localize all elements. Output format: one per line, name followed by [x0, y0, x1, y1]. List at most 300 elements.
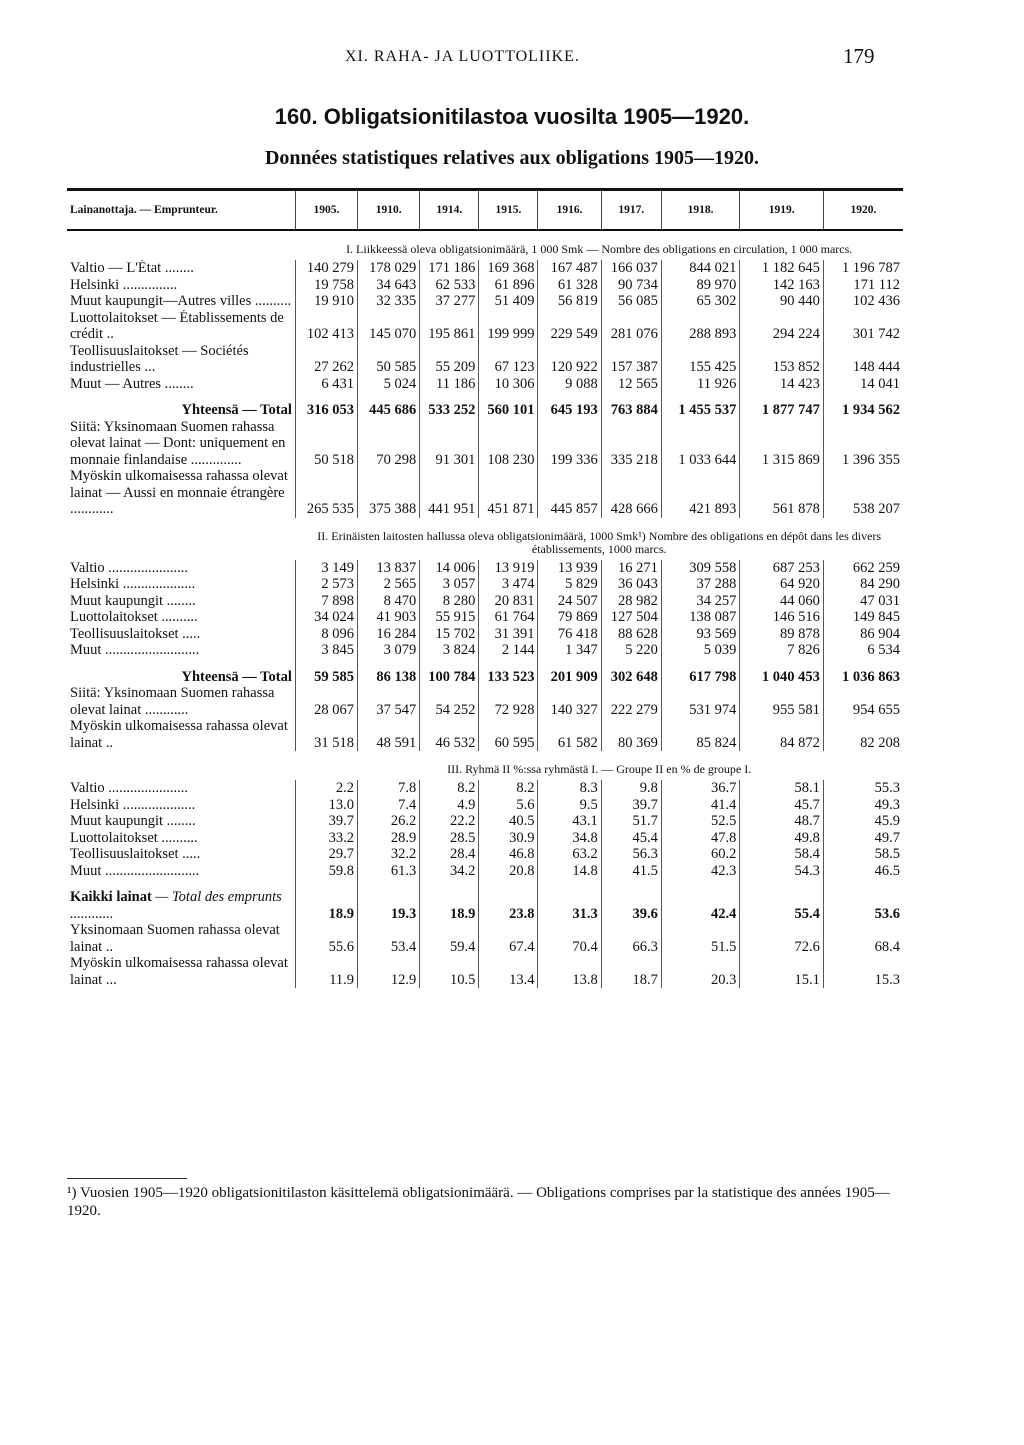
total-row: [67, 392, 903, 419]
value-cell: 51.7: [601, 813, 661, 830]
table-subtitle: Données statistiques relatives aux obligations 1905—1920.: [264, 147, 760, 169]
value-cell: 199 336: [538, 419, 601, 469]
section-title-row: [67, 751, 903, 780]
value-cell: 58.5: [823, 846, 903, 863]
value-cell: 451 871: [479, 468, 538, 518]
column-header-year: 1905.: [295, 190, 357, 231]
value-cell: 1 036 863: [823, 659, 903, 686]
value-cell: 90 440: [740, 293, 824, 310]
value-cell: 127 504: [601, 609, 661, 626]
value-cell: 51 409: [479, 293, 538, 310]
row-label: Muut kaupungit ........: [70, 592, 196, 609]
value-cell: 301 742: [823, 310, 903, 343]
value-cell: 55 915: [420, 609, 479, 626]
total-row: [67, 659, 903, 686]
value-cell: 428 666: [601, 468, 661, 518]
row-label: Muut ..........................: [70, 642, 200, 658]
value-cell: 8 280: [420, 593, 479, 610]
value-cell: 120 922: [538, 343, 601, 376]
row-label: [67, 879, 295, 922]
table-row: [67, 343, 903, 376]
value-cell: 12.9: [358, 955, 420, 988]
value-cell: 66.3: [601, 922, 661, 955]
value-cell: 5.6: [479, 797, 538, 814]
value-cell: 20.3: [661, 955, 740, 988]
value-cell: 538 207: [823, 468, 903, 518]
value-cell: 48.7: [740, 813, 824, 830]
value-cell: 16 271: [601, 560, 661, 577]
row-label: Myöskin ulkomaisessa rahassa olevat lainat ...: [70, 955, 288, 988]
value-cell: 50 518: [295, 419, 357, 469]
value-cell: 148 444: [823, 343, 903, 376]
value-cell: 171 186: [420, 260, 479, 277]
table-row: [67, 685, 903, 718]
table-row: [67, 419, 903, 469]
value-cell: 561 878: [740, 468, 824, 518]
value-cell: 421 893: [661, 468, 740, 518]
value-cell: 1 877 747: [740, 392, 824, 419]
value-cell: 13.8: [538, 955, 601, 988]
value-cell: 662 259: [823, 560, 903, 577]
value-cell: 149 845: [823, 609, 903, 626]
value-cell: 36.7: [661, 780, 740, 797]
value-cell: 8 470: [358, 593, 420, 610]
value-cell: 19.3: [358, 879, 420, 922]
value-cell: 1 934 562: [823, 392, 903, 419]
value-cell: 102 413: [295, 310, 357, 343]
table-row: [67, 830, 903, 847]
value-cell: 6 534: [823, 642, 903, 659]
value-cell: 9 088: [538, 376, 601, 393]
value-cell: 445 686: [358, 392, 420, 419]
value-cell: 52.5: [661, 813, 740, 830]
footnote-divider: [67, 1178, 187, 1179]
value-cell: 37 288: [661, 576, 740, 593]
section-title: II. Erinäisten laitosten hallussa oleva obligatsionimäärä, 1000 Smk¹) Nombre des obligations en dépôt dans les divers établissements, 1000 marcs.: [317, 528, 882, 556]
value-cell: 39.7: [601, 797, 661, 814]
value-cell: 61.3: [358, 863, 420, 880]
value-cell: 67 123: [479, 343, 538, 376]
value-cell: 11 186: [420, 376, 479, 393]
value-cell: 55.6: [295, 922, 357, 955]
value-cell: 763 884: [601, 392, 661, 419]
value-cell: 70.4: [538, 922, 601, 955]
row-label: Yksinomaan Suomen rahassa olevat lainat ..: [70, 922, 280, 955]
value-cell: 10 306: [479, 376, 538, 393]
value-cell: 59.8: [295, 863, 357, 880]
value-cell: 64 920: [740, 576, 824, 593]
value-cell: 86 904: [823, 626, 903, 643]
value-cell: 171 112: [823, 277, 903, 294]
column-header-year: 1920.: [823, 190, 903, 231]
value-cell: 43.1: [538, 813, 601, 830]
value-cell: 142 163: [740, 277, 824, 294]
value-cell: 58.1: [740, 780, 824, 797]
value-cell: 34.2: [420, 863, 479, 880]
value-cell: 34 643: [358, 277, 420, 294]
value-cell: 20.8: [479, 863, 538, 880]
value-cell: 9.5: [538, 797, 601, 814]
value-cell: 31 518: [295, 718, 357, 751]
value-cell: 19 910: [295, 293, 357, 310]
section-title-row: [67, 518, 903, 560]
value-cell: 199 999: [479, 310, 538, 343]
total-row: [67, 879, 903, 922]
value-cell: 9.8: [601, 780, 661, 797]
value-cell: 50 585: [358, 343, 420, 376]
table-title: 160. Obligatsionitilastoa vuosilta 1905—1920.: [274, 104, 750, 129]
row-label: Luottolaitokset ..........: [70, 829, 198, 846]
value-cell: 28.9: [358, 830, 420, 847]
table-row: [67, 277, 903, 294]
value-cell: 61 328: [538, 277, 601, 294]
value-cell: 955 581: [740, 685, 824, 718]
value-cell: 1 396 355: [823, 419, 903, 469]
column-header-year: 1919.: [740, 190, 824, 231]
value-cell: 67.4: [479, 922, 538, 955]
value-cell: 2 573: [295, 576, 357, 593]
value-cell: 335 218: [601, 419, 661, 469]
value-cell: 18.7: [601, 955, 661, 988]
value-cell: 72.6: [740, 922, 824, 955]
column-header-year: 1916.: [538, 190, 601, 231]
value-cell: 28.5: [420, 830, 479, 847]
value-cell: 169 368: [479, 260, 538, 277]
row-label: Muut kaupungit ........: [70, 813, 196, 829]
value-cell: 15.1: [740, 955, 824, 988]
column-header-year: 1915.: [479, 190, 538, 231]
value-cell: 145 070: [358, 310, 420, 343]
value-cell: 1 182 645: [740, 260, 824, 277]
table-row: [67, 609, 903, 626]
value-cell: 13.4: [479, 955, 538, 988]
column-header-row: [67, 190, 903, 231]
value-cell: 14.8: [538, 863, 601, 880]
row-label: Luottolaitokset — Établissements de crédit ..: [70, 309, 284, 342]
value-cell: 84 290: [823, 576, 903, 593]
value-cell: 954 655: [823, 685, 903, 718]
row-label: Muut ..........................: [70, 862, 200, 879]
value-cell: 2.2: [295, 780, 357, 797]
value-cell: 560 101: [479, 392, 538, 419]
value-cell: 13 919: [479, 560, 538, 577]
value-cell: 5 220: [601, 642, 661, 659]
value-cell: 45.7: [740, 797, 824, 814]
value-cell: 34.8: [538, 830, 601, 847]
row-label: Luottolaitokset ..........: [70, 609, 198, 625]
value-cell: 5 024: [358, 376, 420, 393]
section-title-spacer: [67, 518, 295, 560]
row-label: Helsinki ....................: [70, 796, 196, 813]
value-cell: 39.6: [601, 879, 661, 922]
value-cell: 14 041: [823, 376, 903, 393]
chapter-title: XI. RAHA- JA LUOTTOLIIKE.: [345, 48, 580, 65]
row-label: Yhteensä — Total: [181, 668, 292, 685]
table-row: [67, 955, 903, 988]
value-cell: 18.9: [295, 879, 357, 922]
value-cell: 53.4: [358, 922, 420, 955]
value-cell: 79 869: [538, 609, 601, 626]
footnote: ¹) Vuosien 1905—1920 obligatsionitilaston käsittelemä obligatsionimäärä. — Obligations comprises par la statistique des années 1905—1920.: [67, 1185, 890, 1219]
total-label: Kaikki lainat: [70, 889, 156, 905]
value-cell: 445 857: [538, 468, 601, 518]
value-cell: 8 096: [295, 626, 357, 643]
value-cell: 281 076: [601, 310, 661, 343]
value-cell: 32 335: [358, 293, 420, 310]
value-cell: 42.3: [661, 863, 740, 880]
row-label: Muut — Autres ........: [70, 375, 194, 392]
value-cell: 138 087: [661, 609, 740, 626]
value-cell: 41.4: [661, 797, 740, 814]
value-cell: 46 532: [420, 718, 479, 751]
table-row: [67, 576, 903, 593]
value-cell: 844 021: [661, 260, 740, 277]
value-cell: 30.9: [479, 830, 538, 847]
value-cell: 54 252: [420, 685, 479, 718]
value-cell: 108 230: [479, 419, 538, 469]
value-cell: 90 734: [601, 277, 661, 294]
column-header-year: 1918.: [661, 190, 740, 231]
value-cell: 28.4: [420, 846, 479, 863]
value-cell: 23.8: [479, 879, 538, 922]
table-row: [67, 922, 903, 955]
value-cell: 24 507: [538, 593, 601, 610]
statistics-table: [67, 188, 903, 988]
row-label: Siitä: Yksinomaan Suomen rahassa olevat lainat ............: [70, 685, 275, 718]
value-cell: 46.5: [823, 863, 903, 880]
value-cell: 53.6: [823, 879, 903, 922]
value-cell: 32.2: [358, 846, 420, 863]
value-cell: 45.4: [601, 830, 661, 847]
table-row: [67, 780, 903, 797]
value-cell: 49.7: [823, 830, 903, 847]
column-header-borrower: Lainanottaja. — Emprunteur.: [67, 190, 295, 231]
value-cell: 1 455 537: [661, 392, 740, 419]
value-cell: 687 253: [740, 560, 824, 577]
value-cell: 19 758: [295, 277, 357, 294]
value-cell: 375 388: [358, 468, 420, 518]
value-cell: 1 315 869: [740, 419, 824, 469]
value-cell: 33.2: [295, 830, 357, 847]
value-cell: 1 033 644: [661, 419, 740, 469]
value-cell: 140 327: [538, 685, 601, 718]
value-cell: 195 861: [420, 310, 479, 343]
value-cell: 22.2: [420, 813, 479, 830]
value-cell: 42.4: [661, 879, 740, 922]
value-cell: 80 369: [601, 718, 661, 751]
row-label: Siitä: Yksinomaan Suomen rahassa olevat lainat — Dont: uniquement en monnaie finlandaise ..............: [70, 418, 286, 468]
value-cell: 531 974: [661, 685, 740, 718]
value-cell: 7.8: [358, 780, 420, 797]
value-cell: 7.4: [358, 797, 420, 814]
table-row: [67, 718, 903, 751]
table-row: [67, 560, 903, 577]
value-cell: 102 436: [823, 293, 903, 310]
value-cell: 11.9: [295, 955, 357, 988]
row-label: Valtio — L'État ........: [70, 260, 194, 276]
row-label: Helsinki ...............: [70, 276, 178, 293]
table-row: [67, 293, 903, 310]
section-title: I. Liikkeessä oleva obligatsionimäärä, 1 000 Smk — Nombre des obligations en circulation, 1 000 marcs.: [346, 242, 853, 256]
value-cell: 201 909: [538, 659, 601, 686]
value-cell: 31.3: [538, 879, 601, 922]
value-cell: 3 474: [479, 576, 538, 593]
value-cell: 29.7: [295, 846, 357, 863]
value-cell: 8.2: [479, 780, 538, 797]
value-cell: 15 702: [420, 626, 479, 643]
column-header-year: 1910.: [358, 190, 420, 231]
value-cell: 61 764: [479, 609, 538, 626]
value-cell: 91 301: [420, 419, 479, 469]
row-label: Myöskin ulkomaisessa rahassa olevat lainat — Aussi en monnaie étrangère ............: [70, 468, 288, 517]
row-label: Teollisuuslaitokset .....: [70, 625, 201, 642]
value-cell: 5 039: [661, 642, 740, 659]
value-cell: 49.3: [823, 797, 903, 814]
value-cell: 55 209: [420, 343, 479, 376]
value-cell: 265 535: [295, 468, 357, 518]
value-cell: 44 060: [740, 593, 824, 610]
value-cell: 51.5: [661, 922, 740, 955]
value-cell: 72 928: [479, 685, 538, 718]
total-label-french: — Total des emprunts ............: [70, 889, 282, 922]
value-cell: 167 487: [538, 260, 601, 277]
value-cell: 61 582: [538, 718, 601, 751]
table-row: [67, 376, 903, 393]
value-cell: 3 057: [420, 576, 479, 593]
value-cell: 39.7: [295, 813, 357, 830]
value-cell: 26.2: [358, 813, 420, 830]
value-cell: 316 053: [295, 392, 357, 419]
value-cell: 46.8: [479, 846, 538, 863]
value-cell: 61 896: [479, 277, 538, 294]
value-cell: 60.2: [661, 846, 740, 863]
section-title-spacer: [67, 230, 295, 260]
value-cell: 54.3: [740, 863, 824, 880]
page-header: [0, 44, 1024, 72]
column-header-year: 1914.: [420, 190, 479, 231]
value-cell: 10.5: [420, 955, 479, 988]
value-cell: 65 302: [661, 293, 740, 310]
value-cell: 55.3: [823, 780, 903, 797]
value-cell: 133 523: [479, 659, 538, 686]
value-cell: 89 878: [740, 626, 824, 643]
value-cell: 14 423: [740, 376, 824, 393]
value-cell: 2 565: [358, 576, 420, 593]
table-row: [67, 260, 903, 277]
value-cell: 8.3: [538, 780, 601, 797]
value-cell: 1 196 787: [823, 260, 903, 277]
value-cell: 31 391: [479, 626, 538, 643]
value-cell: 37 547: [358, 685, 420, 718]
value-cell: 76 418: [538, 626, 601, 643]
table-row: [67, 863, 903, 880]
value-cell: 56.3: [601, 846, 661, 863]
value-cell: 86 138: [358, 659, 420, 686]
value-cell: 85 824: [661, 718, 740, 751]
value-cell: 84 872: [740, 718, 824, 751]
value-cell: 229 549: [538, 310, 601, 343]
row-label: Myöskin ulkomaisessa rahassa olevat lainat ..: [70, 718, 288, 751]
value-cell: 16 284: [358, 626, 420, 643]
value-cell: 100 784: [420, 659, 479, 686]
value-cell: 7 898: [295, 593, 357, 610]
table-row: [67, 797, 903, 814]
row-label: Valtio ......................: [70, 780, 189, 796]
value-cell: 3 845: [295, 642, 357, 659]
value-cell: 7 826: [740, 642, 824, 659]
value-cell: 6 431: [295, 376, 357, 393]
section-title-row: [67, 230, 903, 260]
page-number: 179: [843, 44, 875, 68]
value-cell: 11 926: [661, 376, 740, 393]
value-cell: 59 585: [295, 659, 357, 686]
value-cell: 294 224: [740, 310, 824, 343]
value-cell: 13 837: [358, 560, 420, 577]
value-cell: 34 257: [661, 593, 740, 610]
value-cell: 27 262: [295, 343, 357, 376]
value-cell: 20 831: [479, 593, 538, 610]
value-cell: 82 208: [823, 718, 903, 751]
value-cell: 62 533: [420, 277, 479, 294]
value-cell: 55.4: [740, 879, 824, 922]
value-cell: 155 425: [661, 343, 740, 376]
value-cell: 63.2: [538, 846, 601, 863]
value-cell: 3 079: [358, 642, 420, 659]
value-cell: 36 043: [601, 576, 661, 593]
value-cell: 58.4: [740, 846, 824, 863]
value-cell: 41.5: [601, 863, 661, 880]
value-cell: 302 648: [601, 659, 661, 686]
value-cell: 41 903: [358, 609, 420, 626]
value-cell: 533 252: [420, 392, 479, 419]
value-cell: 49.8: [740, 830, 824, 847]
value-cell: 40.5: [479, 813, 538, 830]
value-cell: 68.4: [823, 922, 903, 955]
value-cell: 15.3: [823, 955, 903, 988]
value-cell: 45.9: [823, 813, 903, 830]
value-cell: 37 277: [420, 293, 479, 310]
value-cell: 222 279: [601, 685, 661, 718]
value-cell: 5 829: [538, 576, 601, 593]
value-cell: 28 982: [601, 593, 661, 610]
value-cell: 48 591: [358, 718, 420, 751]
value-cell: 617 798: [661, 659, 740, 686]
value-cell: 60 595: [479, 718, 538, 751]
section-title-spacer: [67, 751, 295, 780]
section-title: III. Ryhmä II %:ssa ryhmästä I. — Groupe II en % de groupe I.: [447, 762, 752, 776]
value-cell: 70 298: [358, 419, 420, 469]
value-cell: 1 040 453: [740, 659, 824, 686]
row-label: Teollisuuslaitokset — Sociétés industrielles ...: [70, 342, 249, 375]
value-cell: 12 565: [601, 376, 661, 393]
value-cell: 288 893: [661, 310, 740, 343]
column-header-year: 1917.: [601, 190, 661, 231]
value-cell: 166 037: [601, 260, 661, 277]
row-label: Yhteensä — Total: [181, 402, 292, 418]
value-cell: 88 628: [601, 626, 661, 643]
value-cell: 157 387: [601, 343, 661, 376]
value-cell: 34 024: [295, 609, 357, 626]
value-cell: 441 951: [420, 468, 479, 518]
value-cell: 47.8: [661, 830, 740, 847]
value-cell: 140 279: [295, 260, 357, 277]
value-cell: 1 347: [538, 642, 601, 659]
value-cell: 3 149: [295, 560, 357, 577]
row-label: Muut kaupungit—Autres villes ..........: [70, 293, 292, 309]
value-cell: 28 067: [295, 685, 357, 718]
value-cell: 59.4: [420, 922, 479, 955]
value-cell: 146 516: [740, 609, 824, 626]
